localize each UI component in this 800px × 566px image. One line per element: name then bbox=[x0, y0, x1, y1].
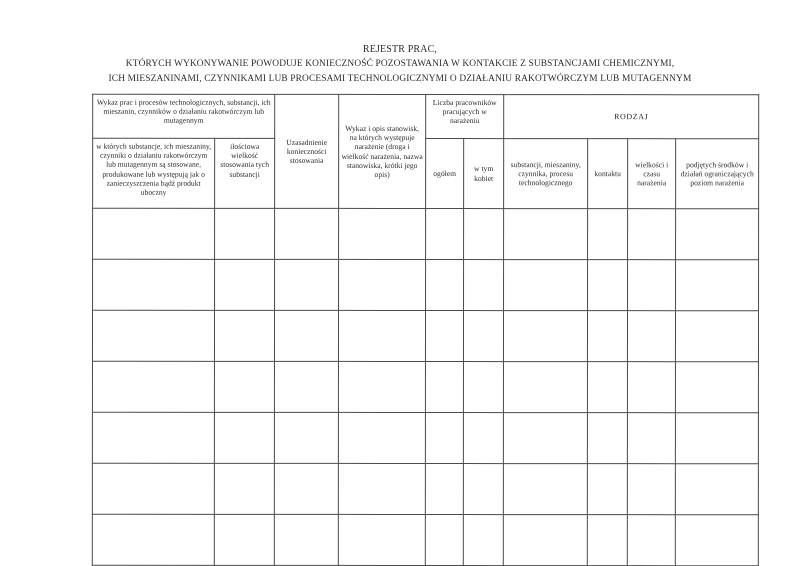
title-line-3: ICH MIESZANINAMI, CZYNNIKAMI LUB PROCESAMI TECHNOLOGICZNYMI O DZIAŁANIU RAKOTWÓRCZYM LUB MUTAGENNYM bbox=[108, 74, 692, 84]
header-liczba-pracownikow: Liczba pracowników pracujących w narażeniu bbox=[426, 95, 504, 139]
table-cell[interactable] bbox=[503, 413, 587, 464]
header-ilosciowa-wielkosc: ilościowa wielkość stosowania tych substancji bbox=[215, 138, 275, 208]
table-cell[interactable] bbox=[92, 463, 214, 514]
table-row bbox=[92, 412, 758, 464]
table-cell[interactable] bbox=[275, 208, 339, 259]
header-wykaz-prac: Wykaz prac i procesów technologicznych, substancji, ich mieszanin, czynników o działaniu rakotwórczym lub mutagennym bbox=[93, 94, 275, 138]
table-cell[interactable] bbox=[275, 259, 339, 310]
header-kontaktu: kontaktu bbox=[588, 139, 628, 209]
table-cell[interactable] bbox=[503, 515, 587, 566]
table-cell[interactable] bbox=[587, 515, 627, 566]
table-cell[interactable] bbox=[426, 209, 464, 260]
table-cell[interactable] bbox=[504, 209, 588, 260]
table-cell[interactable] bbox=[627, 362, 675, 413]
table-row bbox=[92, 361, 758, 413]
table-cell[interactable] bbox=[214, 310, 274, 361]
table-cell[interactable] bbox=[504, 260, 588, 311]
table-cell[interactable] bbox=[339, 208, 426, 259]
table-cell[interactable] bbox=[587, 464, 627, 515]
table-cell[interactable] bbox=[627, 464, 675, 515]
table-cell[interactable] bbox=[675, 362, 758, 413]
table-cell[interactable] bbox=[676, 311, 759, 362]
document-title bbox=[0, 42, 800, 87]
header-substancji: substancji, mieszaniny, czynnika, procesu technologicznego bbox=[504, 139, 588, 209]
header-row-sub bbox=[93, 138, 759, 209]
table-cell[interactable] bbox=[425, 412, 463, 463]
table-cell[interactable] bbox=[627, 413, 675, 464]
table-cell[interactable] bbox=[338, 514, 425, 565]
table-cell[interactable] bbox=[214, 412, 274, 463]
table-row bbox=[92, 463, 758, 515]
table-cell[interactable] bbox=[588, 209, 628, 260]
table-cell[interactable] bbox=[463, 515, 503, 566]
table-row bbox=[92, 310, 758, 362]
table-cell[interactable] bbox=[425, 514, 463, 565]
table-cell[interactable] bbox=[338, 412, 425, 463]
header-w-ktorych: w których substancje, ich mieszaniny, czynniki o działaniu rakotwórczym lub mutagennym są stosowane, produkowane lub występują jak o zanieczyszczenia bądź produkt uboczny bbox=[93, 138, 215, 208]
table-cell[interactable] bbox=[93, 259, 215, 310]
table-cell[interactable] bbox=[463, 464, 503, 515]
header-wykaz-stanowisk: Wykaz i opis stanowisk, na których występuje narażenie (droga i wielkość narażenia, nazwa stanowiska, krótki jego opis) bbox=[339, 94, 426, 208]
table-cell[interactable] bbox=[214, 361, 274, 412]
register-body bbox=[92, 208, 758, 566]
table-cell[interactable] bbox=[464, 209, 504, 260]
table-cell[interactable] bbox=[214, 463, 274, 514]
table-cell[interactable] bbox=[215, 259, 275, 310]
table-cell[interactable] bbox=[425, 463, 463, 514]
table-cell[interactable] bbox=[426, 260, 464, 311]
table-cell[interactable] bbox=[425, 361, 463, 412]
table-cell[interactable] bbox=[675, 464, 758, 515]
table-cell[interactable] bbox=[92, 310, 214, 361]
table-cell[interactable] bbox=[587, 362, 627, 413]
table-cell[interactable] bbox=[503, 362, 587, 413]
table-cell[interactable] bbox=[274, 310, 338, 361]
header-row-top bbox=[93, 94, 759, 139]
table-cell[interactable] bbox=[425, 311, 463, 362]
table-cell[interactable] bbox=[338, 310, 425, 361]
title-line-2: KTÓRYCH WYKONYWANIE POWODUJE KONIECZNOŚĆ POZOSTAWANIA W KONTAKCIE Z SUBSTANCJAMI CHEMICZNYMI, bbox=[125, 59, 675, 69]
table-cell[interactable] bbox=[676, 260, 759, 311]
table-cell[interactable] bbox=[588, 260, 628, 311]
table-cell[interactable] bbox=[92, 514, 214, 565]
table-cell[interactable] bbox=[274, 412, 338, 463]
title-line-1: REJESTR PRAC, bbox=[362, 44, 438, 55]
header-podjetych-srodkow: podjętych środków i działań ograniczających poziom narażenia bbox=[676, 139, 759, 209]
header-rodzaj: RODZAJ bbox=[504, 95, 759, 139]
table-cell[interactable] bbox=[463, 362, 503, 413]
table-row bbox=[93, 259, 759, 311]
table-cell[interactable] bbox=[588, 311, 628, 362]
table-cell[interactable] bbox=[339, 259, 426, 310]
table-cell[interactable] bbox=[93, 208, 215, 259]
table-cell[interactable] bbox=[214, 514, 274, 565]
table-row bbox=[93, 208, 759, 260]
table-cell[interactable] bbox=[464, 260, 504, 311]
table-cell[interactable] bbox=[628, 209, 676, 260]
table-cell[interactable] bbox=[628, 260, 676, 311]
table-cell[interactable] bbox=[274, 514, 338, 565]
table-cell[interactable] bbox=[676, 209, 759, 260]
header-wielkosci: wielkości i czasu narażenia bbox=[628, 139, 676, 209]
header-w-tym-kobiet: w tym kobiet bbox=[464, 139, 504, 209]
table-cell[interactable] bbox=[627, 515, 675, 566]
table-cell[interactable] bbox=[628, 311, 676, 362]
table-cell[interactable] bbox=[587, 413, 627, 464]
table-cell[interactable] bbox=[338, 463, 425, 514]
table-cell[interactable] bbox=[675, 413, 758, 464]
table-cell[interactable] bbox=[463, 413, 503, 464]
table-cell[interactable] bbox=[338, 361, 425, 412]
header-uzasadnienie: Uzasadnienie konieczności stosowania bbox=[275, 94, 339, 208]
table-row bbox=[92, 514, 758, 566]
table-cell[interactable] bbox=[504, 311, 588, 362]
table-cell[interactable] bbox=[92, 412, 214, 463]
table-cell[interactable] bbox=[274, 463, 338, 514]
table-cell[interactable] bbox=[274, 361, 338, 412]
table-cell[interactable] bbox=[463, 311, 503, 362]
table-cell[interactable] bbox=[215, 208, 275, 259]
register-table bbox=[92, 94, 759, 566]
table-cell[interactable] bbox=[675, 515, 758, 566]
table-cell[interactable] bbox=[503, 464, 587, 515]
header-ogolem: ogółem bbox=[426, 139, 464, 209]
table-cell[interactable] bbox=[92, 361, 214, 412]
